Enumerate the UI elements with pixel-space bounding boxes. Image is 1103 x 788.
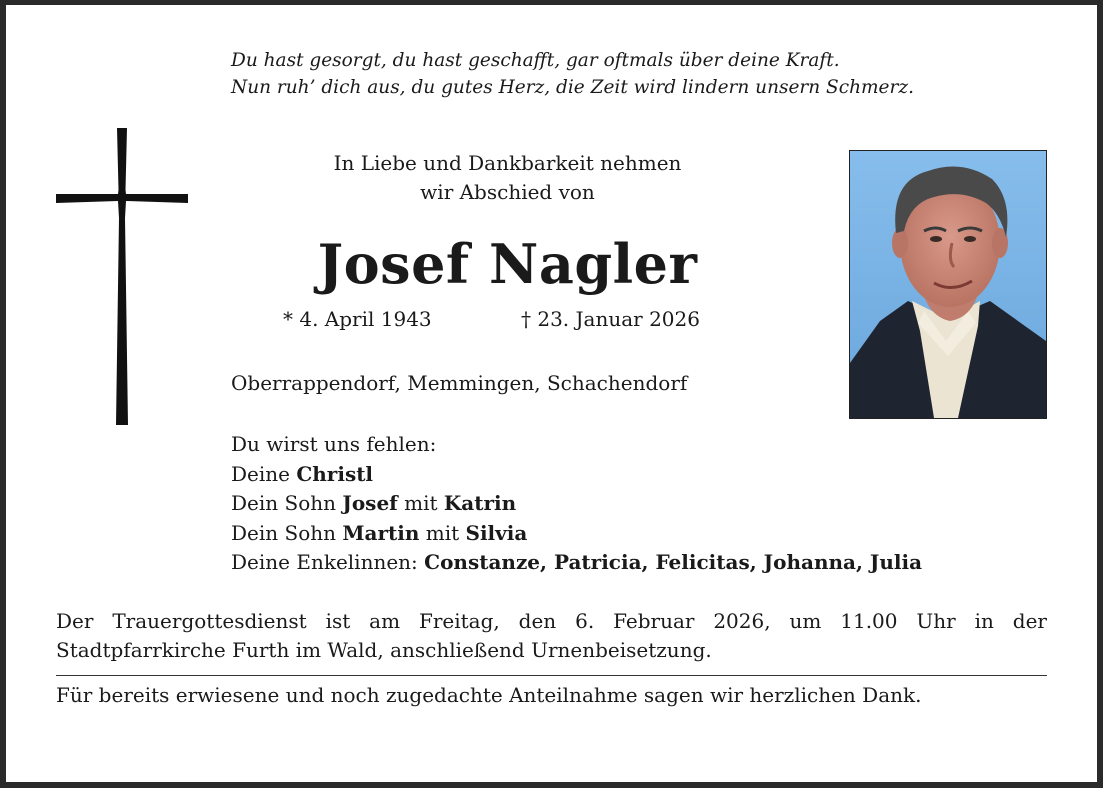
mourner-row: Dein Sohn Martin mit Silvia <box>231 520 528 545</box>
mourner-row: Dein Sohn Josef mit Katrin <box>231 491 517 515</box>
intro-line-2: wir Abschied von <box>420 180 595 204</box>
mourners-list <box>231 430 922 578</box>
death-date: † 23. Januar 2026 <box>521 307 700 331</box>
obituary-notice <box>6 5 1097 782</box>
memorial-verse <box>231 47 914 101</box>
deceased-name: Josef Nagler <box>317 232 698 296</box>
verse-line-2: Nun ruh’ dich aus, du gutes Herz, die Zeit wird lindern unsern Schmerz. <box>231 77 914 98</box>
intro-line-1: In Liebe und Dankbarkeit nehmen <box>333 151 682 175</box>
cross-icon <box>56 128 188 425</box>
mourner-row: Deine Christl <box>231 461 374 486</box>
thanks-note: Für bereits erwiesene und noch zugedachte Anteilnahme sagen wir herzlichen Dank. <box>56 683 922 707</box>
mourners-heading: Du wirst uns fehlen: <box>231 432 437 456</box>
funeral-service-info: Der Trauergottesdienst ist am Freitag, den 6. Februar 2026, um 11.00 Uhr in der Stadtpfarrkirche Furth im Wald, anschließend Urnenbeisetzung. <box>56 609 1047 662</box>
farewell-intro <box>231 149 784 207</box>
mourner-row: Deine Enkelinnen: Constanze, Patricia, Felicitas, Johanna, Julia <box>231 550 923 574</box>
birth-date: * 4. April 1943 <box>283 307 432 331</box>
portrait-photo <box>849 150 1047 419</box>
divider <box>56 675 1047 676</box>
places-of-life: Oberrappendorf, Memmingen, Schachendorf <box>231 371 688 395</box>
portrait-illustration <box>850 151 1046 418</box>
verse-line-1: Du hast gesorgt, du hast geschafft, gar oftmals über deine Kraft. <box>231 50 840 71</box>
